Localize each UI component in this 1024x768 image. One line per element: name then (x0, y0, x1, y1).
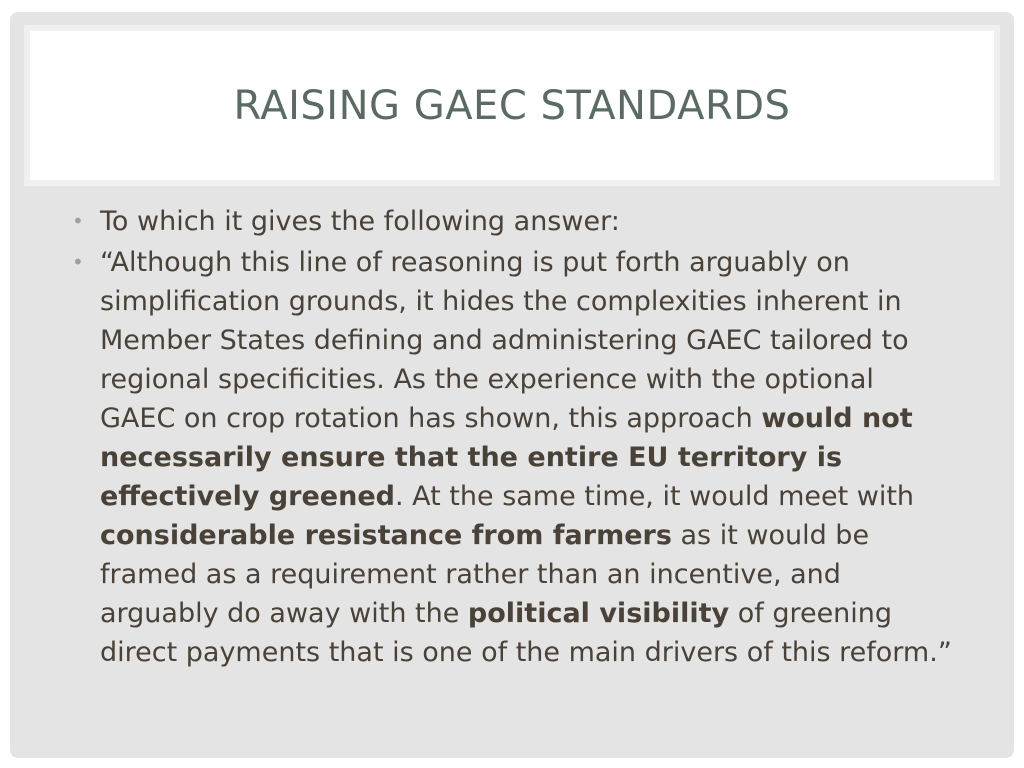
bullet-item (72, 202, 952, 241)
slide-content (72, 202, 952, 674)
bullet-text: To which it gives the following answer: (100, 206, 620, 237)
title-box (30, 31, 994, 180)
bullet-item (72, 243, 952, 672)
bullet-icon: • (72, 209, 84, 233)
bullet-text: of greening direct payments that is one of the main drivers of this reform.” (100, 598, 952, 668)
bullet-emphasis-text: would not necessarily ensure that the entire EU territory is effectively greened (100, 403, 913, 512)
slide (10, 12, 1014, 758)
bullet-emphasis-text: considerable resistance from farmers (100, 520, 672, 551)
bullet-text: “Although this line of reasoning is put forth arguably on simplification grounds, it hides the complexities inherent in Member States defining and administering GAEC tailored to regional specificities. As the experience with the optional GAEC on crop rotation has shown, this approach (100, 247, 909, 434)
bullet-emphasis-text: political visibility (467, 598, 730, 629)
bullet-text: as it would be framed as a requirement rather than an incentive, and arguably do away with the (100, 520, 870, 629)
slide-title: RAISING GAEC STANDARDS (233, 82, 791, 129)
bullet-icon: • (72, 250, 84, 274)
bullet-list (72, 202, 952, 672)
bullet-text: . At the same time, it would meet with (394, 481, 915, 512)
